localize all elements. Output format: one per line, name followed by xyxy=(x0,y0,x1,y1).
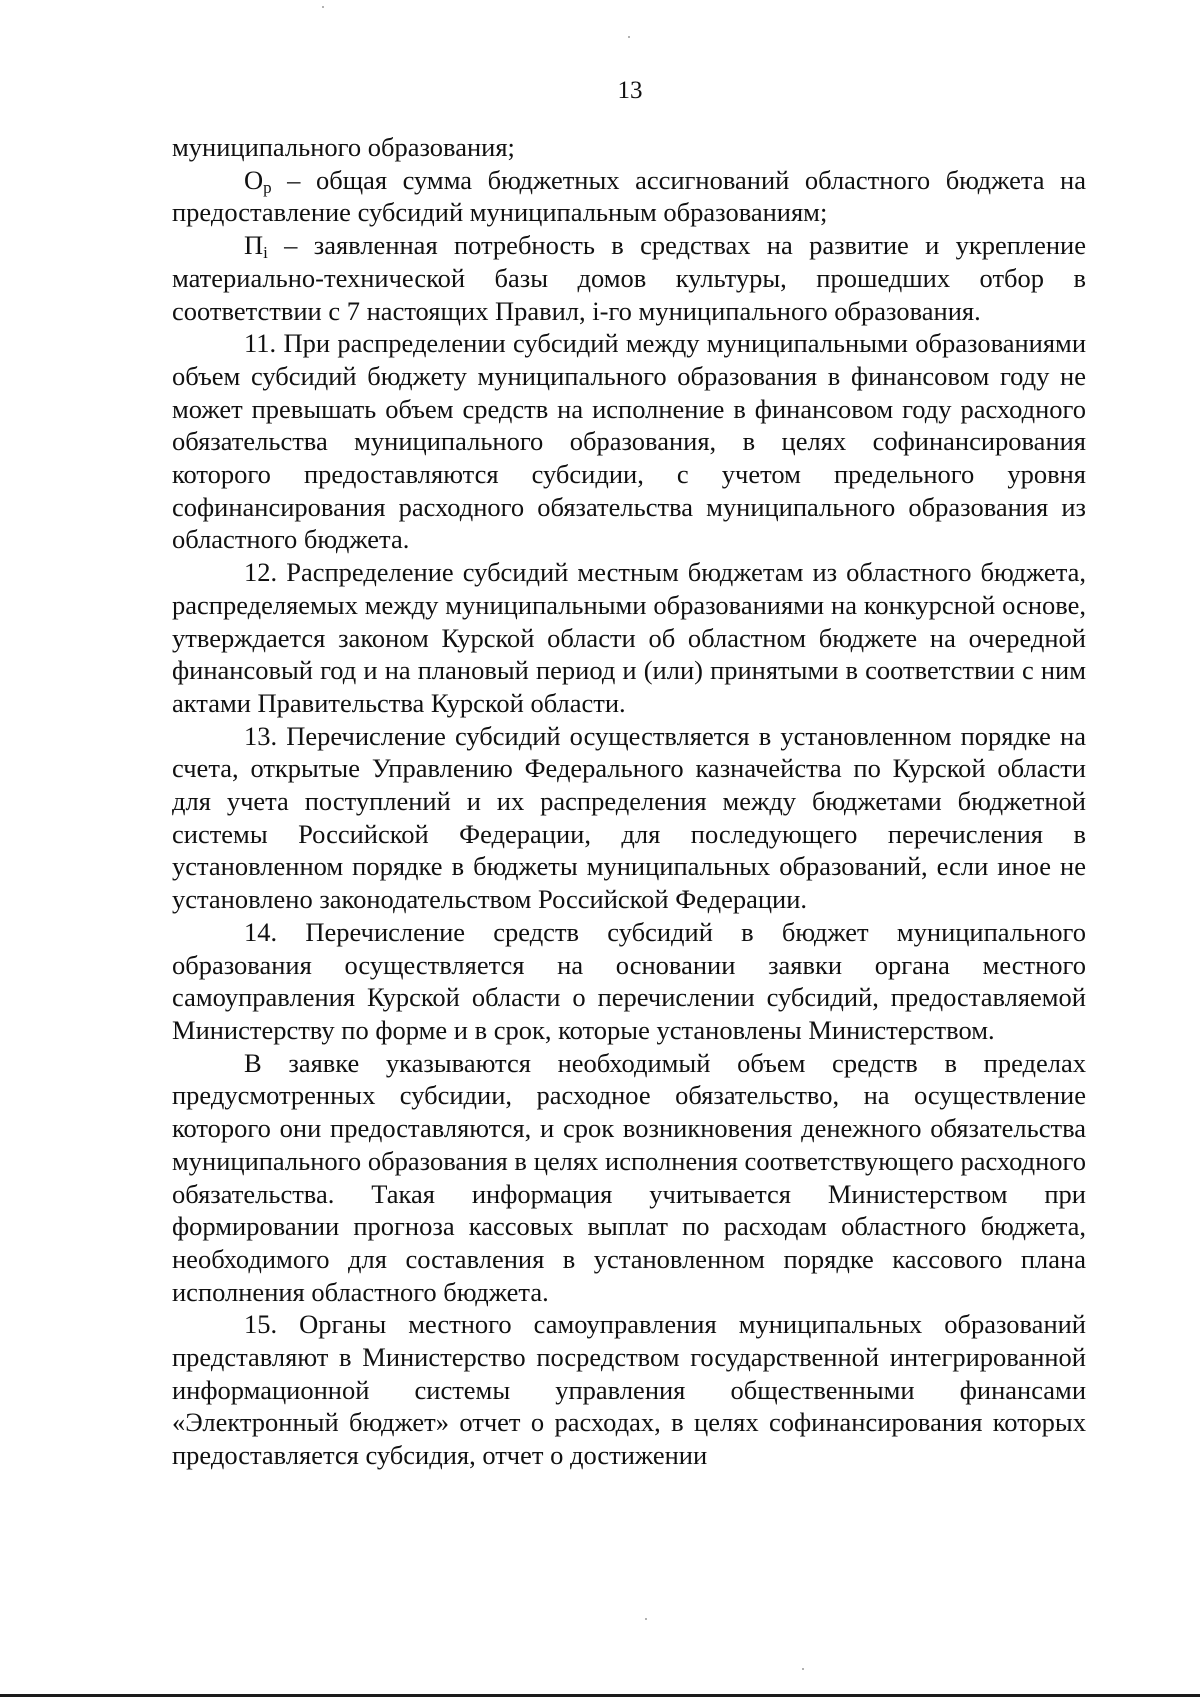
definition-pi-text: – заявленная потребность в средствах на развитие и укрепление материально-технической базы домов культуры, прошедших отбор в соответствии с 7 настоящих Правил, i-го муниципального образования. xyxy=(172,230,1086,326)
definition-op xyxy=(172,164,1086,229)
symbol-o: О xyxy=(244,164,264,195)
scan-bottom-edge xyxy=(0,1694,1200,1697)
clause-11: 11. При распределении субсидий между муниципальными образованиями объем субсидий бюджету муниципального образования в финансовом году не может превышать объем средств на исполнение в финансовом году расходного обязательства муниципального образования, в целях софинансирования которого предоставляются субсидии, с учетом предельного уровня софинансирования расходного обязательства муниципального образования из областного бюджета. xyxy=(172,328,1086,555)
subscript-p: р xyxy=(263,177,272,197)
scan-speck xyxy=(628,36,630,38)
scan-speck xyxy=(802,1668,804,1670)
scan-speck xyxy=(322,6,324,8)
subscript-i: i xyxy=(263,243,268,263)
paragraph-continuation: муниципального образования; xyxy=(172,132,515,162)
clause-14: 14. Перечисление средств субсидий в бюджет муниципального образования осуществляется на основании заявки органа местного самоуправления Курской области о перечислении субсидий, предоставляемой Министерству по форме и в срок, которые установлены Министерством. xyxy=(172,916,1086,1045)
clause-15: 15. Органы местного самоуправления муниципальных образований представляют в Министерство посредством государственной интегрированной информационной системы управления общественными финансами «Электронный бюджет» отчет о расходах, в целях софинансирования которых предоставляется субсидия, отчет о достижении xyxy=(172,1309,1086,1471)
document-body xyxy=(172,131,1086,1472)
definition-op-text: – общая сумма бюджетных ассигнований областного бюджета на предоставление субсидий муниципальным образованиям; xyxy=(172,164,1086,228)
page-number: 13 xyxy=(617,77,643,104)
clause-14-application: В заявке указываются необходимый объем средств в пределах предусмотренных субсидии, расходное обязательство, на осуществление которого они предоставляются, и срок возникновения денежного обязательства муниципального образования в целях исполнения соответствующего расходного обязательства. Такая информация учитывается Министерством при формировании прогноза кассовых выплат по расходам областного бюджета, необходимого для составления в установленном порядке кассового плана исполнения областного бюджета. xyxy=(172,1047,1086,1307)
clause-12: 12. Распределение субсидий местным бюджетам из областного бюджета, распределяемых между муниципальными образованиями на конкурсной основе, утверждается законом Курской области об областном бюджете на очередной финансовый год и на плановый период и (или) принятыми в соответствии с ним актами Правительства Курской области. xyxy=(172,557,1086,718)
scan-speck xyxy=(645,1618,647,1620)
definition-pi xyxy=(172,229,1086,327)
symbol-p: П xyxy=(244,230,264,261)
clause-13: 13. Перечисление субсидий осуществляется в установленном порядке на счета, открытые Управлению Федерального казначейства по Курской области для учета поступлений и их распределения между бюджетами бюджетной системы Российской Федерации, для последующего перечисления в установленном порядке в бюджеты муниципальных образований, если иное не установлено законодательством Российской Федерации. xyxy=(172,720,1086,915)
